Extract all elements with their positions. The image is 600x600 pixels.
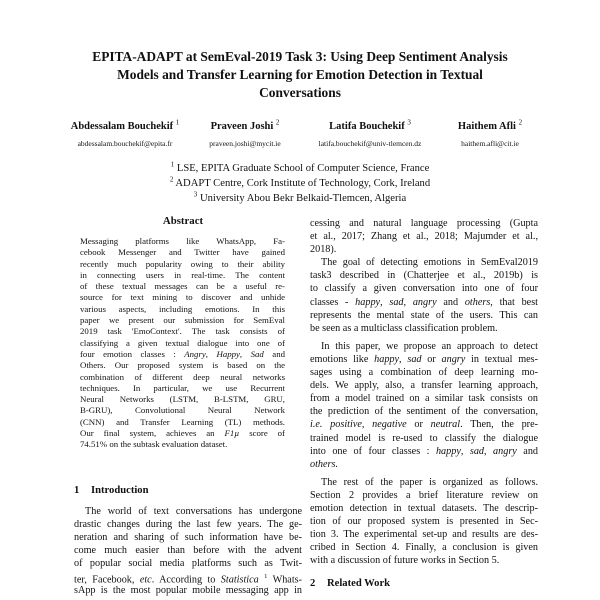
body-line: Section 2 provides a brief literature review on	[310, 489, 538, 501]
author-sup: 1	[175, 118, 180, 127]
body-line: represents the mental state of the users. This can	[310, 309, 538, 321]
author-name: Haithem Afli	[457, 121, 516, 132]
body-line: tion of our proposed system is presented in Sec-	[310, 516, 538, 528]
body-line: emotion detection in textual datasets. The descrip-	[310, 502, 538, 514]
body-line: emotions like happy, sad or angry in textual mes-	[310, 353, 539, 365]
author-2	[195, 120, 295, 149]
body-line: to classify a given conversation into one of four	[310, 283, 538, 295]
abstract-line: combination of different deep neural networks	[80, 371, 285, 382]
affiliations	[100, 161, 500, 206]
author-4	[440, 120, 540, 149]
abstract-line: 74.51% on the subtask evaluation dataset.	[80, 439, 228, 450]
affiliation-1: $^1$ LSE, EPITA Graduate School of Computer Science, France	[170, 160, 430, 174]
author-3	[305, 120, 435, 149]
body-line: classes - happy, sad, angry and others, that best	[310, 296, 539, 308]
abstract-line: classifying a given textual dialogue into one of	[80, 337, 285, 348]
body-line: i.e. positive, negative or neutral. Then, the pre-	[310, 419, 538, 431]
section-title: Related Work	[327, 578, 391, 589]
author-email: latifa.bouchekif@univ-tlemcen.dz	[318, 139, 422, 148]
author-1	[55, 120, 195, 149]
title-line-2: Models and Transfer Learning for Emotion Detection in Textual	[117, 67, 483, 82]
author-name: Praveen Joshi	[210, 121, 274, 132]
abstract-line: in connecting users in real-time. The content	[80, 269, 285, 280]
body-line: of popular social media platforms such as Twit-	[74, 558, 302, 570]
body-line: sApp is the most popular mobile messaging app in	[74, 584, 302, 596]
abstract-body	[80, 236, 285, 451]
body-line: et al., 2017; Zhang et al., 2018; Majumder et al.,	[310, 231, 538, 243]
abstract-line: paper we present our submission for SemEval	[80, 315, 285, 326]
abstract-line: of these textual messages can be a useful re-	[80, 281, 285, 292]
body-line: from a model trained on a similar task consists on	[310, 393, 538, 405]
section-title: Introduction	[91, 485, 149, 496]
body-line: be seen as a multiclass classification problem.	[310, 322, 498, 334]
title-line-1: EPITA-ADAPT at SemEval-2019 Task 3: Using Deep Sentiment Analysis	[92, 49, 508, 64]
author-email: praveen.joshi@mycit.ie	[209, 139, 281, 148]
author-sup: 2	[518, 118, 523, 127]
abstract-line: recently much popularity owing to their ability	[80, 258, 285, 269]
abstract-line: source for text mining to discover and unhide	[80, 292, 285, 303]
abstract-line: various aspects, including emotions. In this	[80, 303, 285, 314]
body-line: tion 3. The experimental set-up and results are des-	[310, 529, 538, 541]
body-line: dels. We apply, also, a transfer learning approach,	[310, 380, 538, 392]
section-number: 2	[310, 578, 316, 589]
affiliation-3: $^3$ University Abou Bekr Belkaid-Tlemcen, Algeria	[193, 190, 407, 204]
body-line: cribed in Section 4. Finally, a conclusion is given	[310, 542, 538, 554]
author-sup: 3	[407, 118, 411, 127]
author-email: haithem.afli@cit.ie	[461, 139, 519, 148]
body-line: The goal of detecting emotions in SemEval2019	[321, 257, 538, 269]
author-name: Latifa Bouchekif	[329, 121, 405, 132]
body-line: others.	[310, 458, 339, 470]
abstract-line: four emotion classes : Angry, Happy, Sad and	[80, 348, 285, 359]
body-line: 2018).	[310, 244, 337, 256]
body-line: the prediction of the sentiment of the conversation,	[310, 406, 538, 418]
paper-title	[60, 48, 540, 102]
body-line: trained model is re-used to classify the dialogue	[310, 432, 538, 444]
body-line: into one of four classes : happy, sad, angry and	[310, 445, 539, 457]
abstract-line: 2019 task 'EmoContext'. The task consists of	[80, 326, 285, 337]
abstract-line: B-GRU), Convolutional Neural Network	[80, 405, 285, 416]
body-line: cessing and natural language processing (Gupta	[310, 218, 538, 229]
body-line: task3 described in (Chatterjee et al., 2019b) is	[310, 270, 538, 282]
section-heading-related-work	[310, 578, 390, 589]
section-heading-introduction	[74, 485, 149, 496]
body-line: The rest of the paper is organized as follows.	[321, 476, 538, 488]
body-line: In this paper, we propose an approach to detect	[321, 340, 538, 352]
body-line: neration and sharing of such information have be-	[74, 532, 302, 544]
body-line: come much easier than before with the advent	[74, 545, 302, 557]
author-email: abdessalam.bouchekif@epita.fr	[77, 139, 173, 148]
body-line: sages using a combination of deep learning mo-	[310, 367, 538, 379]
title-line-3: Conversations	[259, 85, 341, 100]
abstract-line: Our final system, achieves an F1µ score of	[80, 428, 285, 439]
abstract-line: Others. Our proposed system is based on the	[80, 360, 285, 371]
introduction-body	[74, 505, 302, 597]
abstract-line: cebook Messenger and Twitter have gained	[80, 247, 285, 258]
body-line: ter, Facebook, etc. According to Statistica $^1$ Whats-	[74, 573, 303, 586]
section-number: 1	[74, 485, 80, 496]
author-sup: 2	[275, 118, 280, 127]
abstract-heading: Abstract	[162, 215, 204, 227]
body-line: drastic changes during the last few years. The ge-	[74, 519, 302, 531]
abstract-line: (CNN) and Transfer Learning (TL) methods.	[80, 416, 285, 427]
abstract-line: techniques. In particular, we use Recurrent	[80, 382, 285, 393]
affiliation-2: $^2$ ADAPT Centre, Cork Institute of Technology, Cork, Ireland	[169, 175, 431, 189]
body-line: The world of text conversations has undergone	[85, 506, 302, 517]
body-line: with a discussion of future works in Section 5.	[310, 555, 500, 567]
author-name: Abdessalam Bouchekif	[70, 121, 174, 132]
right-column-body	[310, 217, 538, 567]
abstract-line: Messaging platforms like WhatsApp, Fa-	[80, 236, 285, 246]
abstract-line: Neural Networks (LSTM, B-LSTM, GRU,	[80, 394, 285, 405]
